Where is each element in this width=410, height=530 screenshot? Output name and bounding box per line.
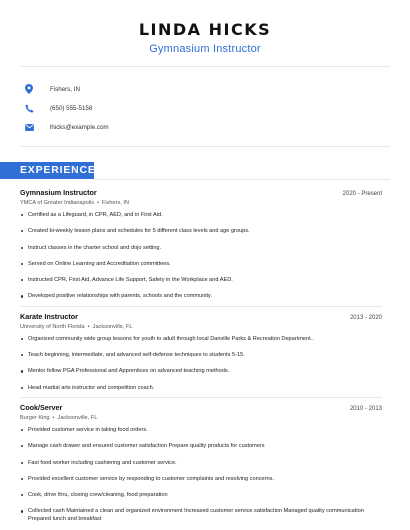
job-company-line: University of North Florida • Jacksonville, FL [20,323,133,330]
contact-location [20,80,390,98]
section-heading-experience: EXPERIENCE [0,162,94,179]
job-company: YMCA of Greater Indianapolis [20,200,94,206]
divider [94,179,390,180]
job-dates: 2013 - 2020 [349,314,382,321]
contact-text: (650) 555-5158 [50,104,93,112]
list-item: Instructed CPR, First Aid, Advance Life Support, Safety in the Workplace and AED. [20,276,382,284]
job-company-line: Burger King • Jacksonville, FL [20,414,98,421]
contact-text: lhicks@example.com [50,123,109,131]
contact-email [20,118,390,136]
duty-list [20,335,382,392]
job-company: Burger King [20,414,50,421]
candidate-name: LINDA HICKS [138,20,272,39]
list-item: Cook, drive thru, closing crew/cleaning, food preparation [20,491,382,499]
job-entry [20,188,382,300]
list-item: Teach beginning, intermediate, and advanced self-defense techniques to students 5-15. [20,351,382,359]
list-item: Provided customer service in taking food orders. [20,426,382,434]
job-title: Cook/Server [20,402,63,412]
divider [20,146,390,147]
divider [20,306,382,307]
job-company-line: YMCA of Greater Indianapolis • Fishers, IN [20,200,130,206]
list-item: Served on Online Learning and Accreditation committees. [20,260,382,268]
list-item: Certified as a Lifeguard, in CPR, AED, and in First Aid. [20,211,382,219]
duty-list [20,426,382,523]
list-item: Collected cash Maintained a clean and organized environment Increased customer service satisfaction Managed quality communication Prepared lunch and breakfast [20,507,382,523]
job-title: Karate Instructor [20,311,78,321]
location-pin-icon [22,82,36,96]
list-item: Fast food worker including cashiering and customer service. [20,459,382,467]
job-location: Fishers, IN [101,200,130,206]
job-location: Jacksonville, FL [92,323,133,330]
job-entry [20,403,382,523]
duty-list [20,211,382,300]
list-item: Created bi-weekly lesson plans and schedules for 5 different class levels and age groups. [20,227,382,235]
contact-block [20,66,390,147]
email-icon [22,120,36,134]
contact-phone [20,99,390,117]
list-item: Provided excellent customer service by responding to customer complaints and resolving concerns. [20,475,382,483]
job-title: Gymnasium Instructor [20,188,97,197]
job-entry [20,312,382,392]
phone-icon [22,101,36,115]
list-item: Organized community wide group lessons for youth to adult through local Danville Parks & Recreation Department.. [20,335,382,343]
job-company: University of North Florida [20,323,85,330]
contact-text: Fishers, IN [50,85,80,93]
list-item: Developed positive relationships with parents, schools and the community. [20,292,382,300]
job-location: Jacksonville, FL [57,414,98,421]
candidate-title: Gymnasium Instructor [149,43,261,55]
list-item: Mentor fellow PGA Professional and Apprentices on advanced teaching methods. [20,367,382,375]
list-item: Head martial arts instructor and competition coach. [20,384,382,392]
list-item: Instruct classes in the charter school and dojo setting. [20,244,382,252]
list-item: Manage cash drawer and ensured customer satisfaction Prepare quality products for customers [20,442,382,450]
experience-list [20,188,382,523]
job-dates: 2010 - 2013 [349,405,382,412]
job-dates: 2020 - Present [342,191,382,197]
divider [20,397,382,398]
resume-header [0,0,410,55]
